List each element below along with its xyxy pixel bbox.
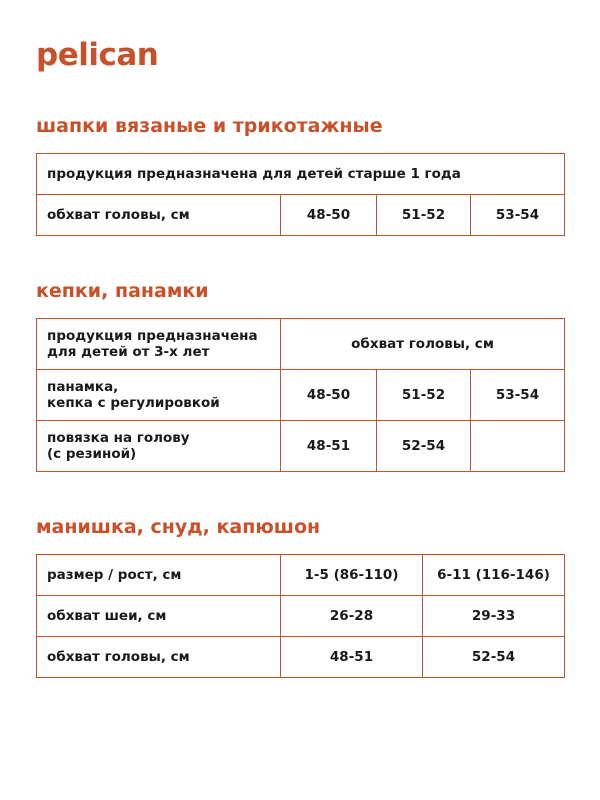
- section-hats: [36, 115, 564, 236]
- caps-row2-label-line2: (с резиной): [47, 446, 137, 462]
- table-row: [37, 370, 565, 421]
- brand-logo: pelican: [36, 37, 159, 73]
- hats-note: продукция предназначена для детей старше 1 года: [37, 154, 565, 195]
- caps-row1-label-line1: панамка,: [47, 379, 119, 395]
- table-row: [37, 421, 565, 472]
- snood-row1-label: размер / рост, см: [37, 555, 281, 596]
- section-title-caps: кепки, панамки: [36, 280, 209, 302]
- caps-row2-value-1: 48-51: [281, 421, 377, 472]
- table-row: [37, 319, 565, 370]
- caps-row1-label-line2: кепка с регулировкой: [47, 395, 220, 411]
- table-row: [37, 195, 565, 236]
- snood-row3-value-2: 52-54: [423, 637, 565, 678]
- table-snood: [36, 554, 565, 678]
- caps-row2-value-3: [471, 421, 565, 472]
- caps-header-left-line2: для детей от 3-х лет: [47, 344, 210, 360]
- table-row: [37, 154, 565, 195]
- hats-value-1: 48-50: [281, 195, 377, 236]
- caps-header-left: [37, 319, 281, 370]
- hats-value-2: 51-52: [377, 195, 471, 236]
- hats-row-label: обхват головы, см: [37, 195, 281, 236]
- snood-row1-value-1: 1-5 (86-110): [281, 555, 423, 596]
- section-title-hats: шапки вязаные и трикотажные: [36, 115, 383, 137]
- snood-row2-value-1: 26-28: [281, 596, 423, 637]
- caps-row1-value-1: 48-50: [281, 370, 377, 421]
- section-title-snood: манишка, снуд, капюшон: [36, 516, 321, 538]
- hats-value-3: 53-54: [471, 195, 565, 236]
- table-row: [37, 555, 565, 596]
- table-caps: [36, 318, 565, 472]
- table-hats: [36, 153, 565, 236]
- caps-row2-label: [37, 421, 281, 472]
- section-caps: [36, 280, 564, 472]
- caps-row1-label: [37, 370, 281, 421]
- snood-row3-label: обхват головы, см: [37, 637, 281, 678]
- section-snood: [36, 516, 564, 678]
- caps-row2-label-line1: повязка на голову: [47, 430, 190, 446]
- caps-row2-value-2: 52-54: [377, 421, 471, 472]
- table-row: [37, 637, 565, 678]
- caps-header-right: обхват головы, см: [281, 319, 565, 370]
- table-row: [37, 596, 565, 637]
- snood-row2-label: обхват шеи, см: [37, 596, 281, 637]
- snood-row1-value-2: 6-11 (116-146): [423, 555, 565, 596]
- caps-row1-value-3: 53-54: [471, 370, 565, 421]
- caps-row1-value-2: 51-52: [377, 370, 471, 421]
- caps-header-left-line1: продукция предназначена: [47, 328, 258, 344]
- snood-row3-value-1: 48-51: [281, 637, 423, 678]
- snood-row2-value-2: 29-33: [423, 596, 565, 637]
